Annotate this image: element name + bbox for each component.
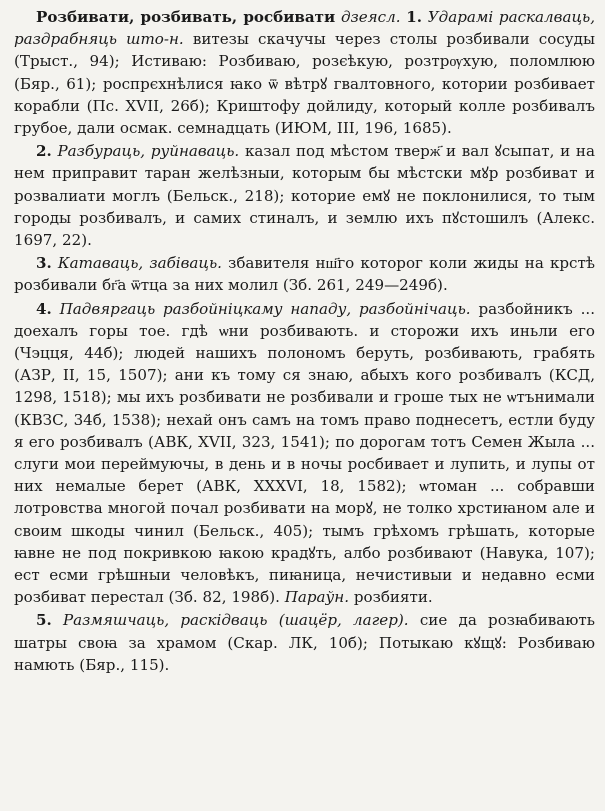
- sense-gloss: Катаваць, забіваць.: [57, 254, 222, 273]
- sense-citations: витезы скачучы через столы розбивали сосуды (Трыст., 94); Истиваю: Розбиваю, розєѣкую, розтрѹхую, поломлюю (Бяр., 61); роспрєхнѣлися ꙗко ѿ вѣтрꙋ гвалтовного, котории розбивает корабли (Пс. XVII, 26б); Криштофу дойлиду, который колле розбивалъ грубое, дали осмак. семнадцать (ИЮМ, III, 196, 1685).: [14, 30, 595, 138]
- sense-citations: казал под мѣстом тверж҃ и вал ꙋсыпат, и на нем приправит таран желѣзныи, которым бы мѣстски мꙋр розбиват и розвалиати моглъ (Бельск., 218); которие емꙋ не поклонилися, то тым городы розбивалъ, и самих стиналъ, и землю ихъ пꙋстошилъ (Алекс. 1697, 22).: [14, 142, 595, 250]
- sense-citations: разбойникъ ... доехалъ горы тое. гдѣ ѡни розбивають. и сторожи ихъ иньли его (Чэцця, 44б); людей нашихъ полономъ беруть, розбивають, грабять (АЗР, II, 15, 1507); ани къ тому ся знаю, абыхъ кого розбивалъ (КСД, 1298, 1518); мы ихъ розбивати не розбивали и гроше тых не ѡтънимали (КВЗС, 34б, 1538); нехай онъ самъ на томъ право поднесетъ, естли буду я его розбивалъ (АВК, XVII, 323, 1541); по дорогам тотъ Семен Жыла ... слуги мои переймуючы, в день и в ночы росбивает и лупить, и лупы от них немалые берет (АВК, XXXVI, 18, 1582); ѡтоман ... собравши лотровства многой почал розбивати на морꙋ, не толко хрстиꙗном але и своим шкоды чинил (Бельск., 405); тымъ грѣхомъ грѣшать, которые ꙗвне не под покривкою ꙗкою крадꙋть, албо розбивают (Навука, 107); ест есми грѣшныи человѣкъ, пиꙗница, нечистивыи и недавно есми розбиват перестал (Зб. 82, 198б).: [14, 299, 595, 607]
- cross-reference-label: Параўн.: [284, 588, 350, 607]
- sense-number: 3.: [36, 254, 52, 273]
- sense-citations: збавителя нш҃го которог коли жиды на крстѣ розбивали бг҃а ѿтца за них молил (Зб. 261, 249—249б).: [14, 254, 595, 295]
- sense-gloss: Падвяргаць разбойніцкаму нападу, разбойнічаць.: [59, 299, 471, 318]
- part-of-speech: дзеясл.: [340, 8, 401, 26]
- sense-number: 2.: [36, 142, 52, 161]
- dictionary-entry-sense-2: [14, 140, 595, 251]
- cross-reference-target: розбияти.: [349, 588, 433, 607]
- sense-number: 5.: [36, 611, 52, 630]
- dictionary-entry-sense-1: [14, 6, 595, 139]
- sense-number: 4.: [36, 299, 52, 318]
- sense-number: 1.: [406, 8, 423, 26]
- sense-gloss: Разбураць, руйнаваць.: [57, 142, 240, 161]
- headword: Розбивати, розбивать, росбивати: [36, 8, 336, 26]
- sense-citations: сие да розꙗбивають шатры своꙗ за храмом (Скар. ЛК, 10б); Потыкаю кꙋщꙋ: Розбиваю намють (Бяр., 115).: [14, 611, 595, 674]
- sense-gloss: Размяшчаць, раскідваць (шацёр, лагер).: [63, 611, 409, 630]
- dictionary-entry-sense-3: [14, 252, 595, 296]
- dictionary-entry-sense-4: [14, 298, 595, 609]
- sense-gloss: Ударамі раскалваць, раздрабняць што-н.: [14, 8, 595, 49]
- dictionary-entry-sense-5: [14, 609, 595, 676]
